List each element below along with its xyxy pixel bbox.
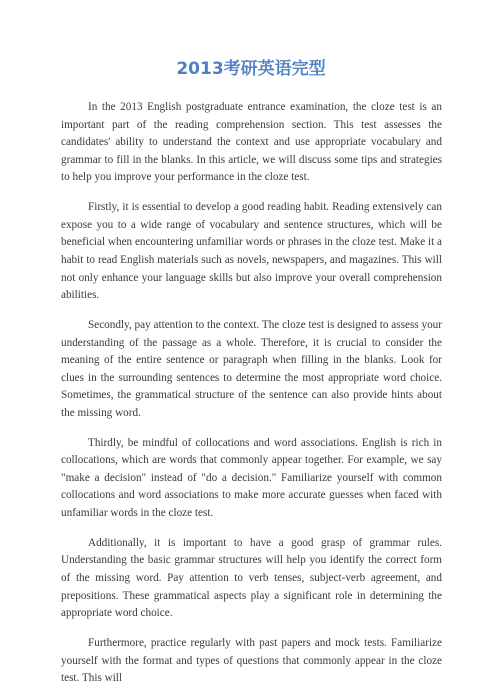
paragraph-5: Additionally, it is important to have a good grasp of grammar rules. Understanding the basic grammar structures will help you identify the correct form of the missing word. Pay attention to verb tenses, subject-verb agreement, and prepositions. These grammatical aspects play a significant role in determining the appropriate word choice.: [61, 536, 442, 620]
paragraph-2: Firstly, it is essential to develop a good reading habit. Reading extensively can expose you to a wide range of vocabulary and sentence structures, which will be beneficial when encountering unfamiliar words or phrases in the cloze test. Make it a habit to read English materials such as novels, newspapers, and magazines. This will not only enhance your language skills but also improve your overall comprehension abilities.: [61, 201, 442, 302]
document-title: 2013考研英语完型: [176, 59, 326, 79]
paragraph-4: Thirdly, be mindful of collocations and word associations. English is rich in collocations, which are words that commonly appear together. For example, we say "make a decision" instead of "do a decision." Familiarize yourself with common collocations and word associations to make more accurate guesses when faced with unfamiliar words in the cloze test.: [61, 436, 442, 520]
paragraph-6: Furthermore, practice regularly with past papers and mock tests. Familiarize yourself with the format and types of questions that commonly appear in the cloze test. This will: [61, 636, 442, 685]
document-body: [61, 99, 442, 700]
paragraph-1: In the 2013 English postgraduate entrance examination, the cloze test is an important part of the reading comprehension section. This test assesses the candidates' ability to understand the context and use appropriate vocabulary and grammar to fill in the blanks. In this article, we will discuss some tips and strategies to help you improve your performance in the cloze test.: [61, 101, 442, 184]
paragraph-3: Secondly, pay attention to the context. The cloze test is designed to assess your understanding of the passage as a whole. Therefore, it is crucial to consider the meaning of the entire sentence or paragraph when filling in the blanks. Look for clues in the surrounding sentences to determine the most appropriate word choice. Sometimes, the grammatical structure of the sentence can also provide hints about the missing word.: [61, 318, 442, 419]
